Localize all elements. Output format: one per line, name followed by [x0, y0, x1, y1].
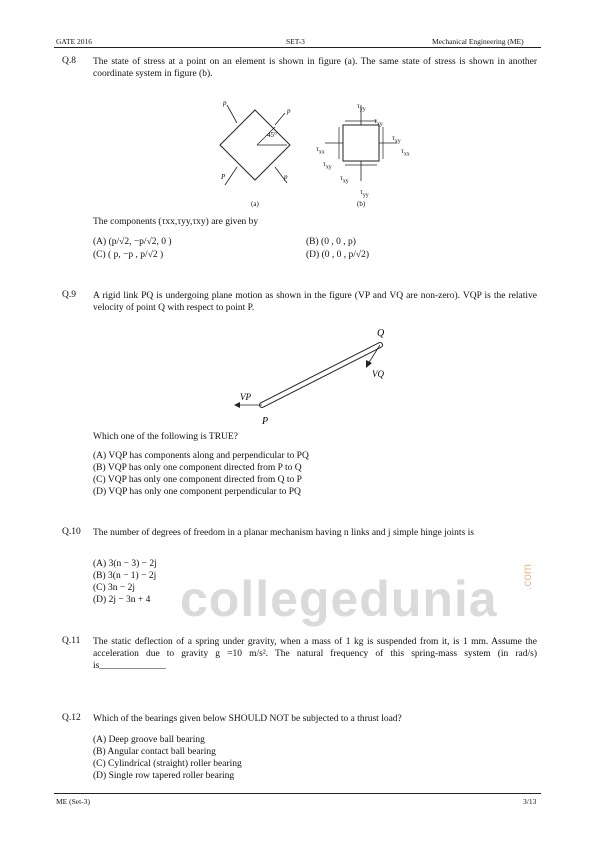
q8-tau-xy-left: $\tau_{xy}$	[323, 160, 332, 171]
q9-text: A rigid link PQ is undergoing plane motion as shown in the figure (VP and VQ are non-zero). VQP is the relative velocity of point Q with respect to point P.	[93, 291, 537, 313]
header-exam: GATE 2016	[56, 37, 93, 46]
q9-label-p: P	[262, 416, 269, 427]
q9-option-c: (C) VQP has only one component directed from Q to P	[93, 475, 302, 485]
q8-p-tr: p	[287, 107, 291, 115]
q9-option-d: (D) VQP has only one component perpendicular to PQ	[93, 487, 301, 497]
q9-number: Q.9	[62, 290, 76, 300]
header-paper: Mechanical Engineering (ME)	[432, 37, 524, 46]
header-set: SET-3	[286, 37, 305, 46]
q11-number: Q.11	[62, 636, 81, 646]
q9-prompt: Which one of the following is TRUE?	[93, 432, 238, 442]
q9-link-pq	[262, 345, 380, 405]
footer-set: ME (Set-3)	[56, 797, 90, 806]
q9-figure	[220, 320, 410, 430]
q10-option-b: (B) 3(n − 1) − 2j	[93, 571, 157, 581]
q8-tau-yy-top: $\tau_{yy}$	[357, 102, 366, 113]
q10-text: The number of degrees of freedom in a planar mechanism having n links and j simple hinge joints is	[93, 528, 474, 538]
q12-number: Q.12	[62, 713, 81, 723]
q8-tau-yy-bottom: $\tau_{yy}$	[360, 188, 369, 199]
q8-tau-xy-top: $\tau_{xy}$	[374, 117, 383, 128]
watermark-suffix: .com	[520, 563, 534, 590]
q8-angle-label: 45°	[267, 131, 277, 139]
footer-page: 3/13	[523, 797, 537, 806]
q9-option-a: (A) VQP has components along and perpendicular to PQ	[93, 451, 309, 461]
q8-prompt: The components (τxx,τyy,τxy) are given by	[93, 217, 259, 227]
q8-option-c: (C) ( p, −p , p/√2 )	[93, 250, 164, 260]
q8-figure	[205, 95, 425, 210]
q10-option-a: (A) 3(n − 3) − 2j	[93, 559, 157, 569]
q12-option-b: (B) Angular contact ball bearing	[93, 747, 216, 757]
footer-rule	[54, 793, 541, 794]
q9-label-vq: VQ	[372, 369, 384, 379]
q12-option-c: (C) Cylindrical (straight) roller bearing	[93, 759, 242, 769]
q11-text: The static deflection of a spring under gravity, when a mass of 1 kg is suspended from it, is 1 mm. Assume the acceleration due to gravity g =10 m/s². The natural frequency of this spring-mass system (in rad/s) is______________	[93, 637, 537, 671]
q9-label-vp: VP	[240, 392, 251, 402]
q10-option-c: (C) 3n − 2j	[93, 583, 136, 593]
q8-option-a: (A) (p/√2, −p/√2, 0 )	[93, 237, 172, 247]
watermark: collegedunia	[180, 571, 498, 627]
q8-figure-a	[220, 99, 291, 185]
q8-number: Q.8	[62, 56, 76, 66]
q8-figure-b	[325, 105, 397, 181]
q8-fig-b-label: (b)	[357, 200, 366, 208]
q8-p-br: p	[284, 173, 288, 181]
q8-tau-xx-left: $\tau_{xx}$	[316, 145, 325, 156]
q8-text: The state of stress at a point on an element is shown in figure (a). The same state of stress is shown in another coordinate system in figure (b).	[93, 57, 537, 79]
q9-option-b: (B) VQP has only one component directed from P to Q	[93, 463, 302, 473]
q9-label-q: Q	[377, 328, 385, 339]
q12-option-a: (A) Deep groove ball bearing	[93, 735, 205, 745]
q8-tau-xy-right: $\tau_{xy}$	[392, 134, 401, 145]
q12-option-d: (D) Single row tapered roller bearing	[93, 771, 235, 781]
q10-number: Q.10	[62, 527, 81, 537]
q10-option-d: (D) 2j − 3n + 4	[93, 595, 151, 605]
q12-text: Which of the bearings given below SHOULD NOT be subjected to a thrust load?	[93, 714, 402, 724]
q8-fig-a-label: (a)	[251, 200, 259, 208]
q8-tau-xx-right: $\tau_{xx}$	[401, 147, 410, 158]
q8-option-b: (B) (0 , 0 , p)	[306, 237, 356, 247]
q8-p-bl: P	[221, 173, 226, 181]
q8-option-d: (D) (0 , 0 , p/√2)	[306, 250, 369, 260]
q8-tau-xy-bottom: $\tau_{xy}$	[340, 174, 349, 185]
q8-p-tl: p	[223, 99, 227, 107]
header-rule	[54, 47, 541, 48]
